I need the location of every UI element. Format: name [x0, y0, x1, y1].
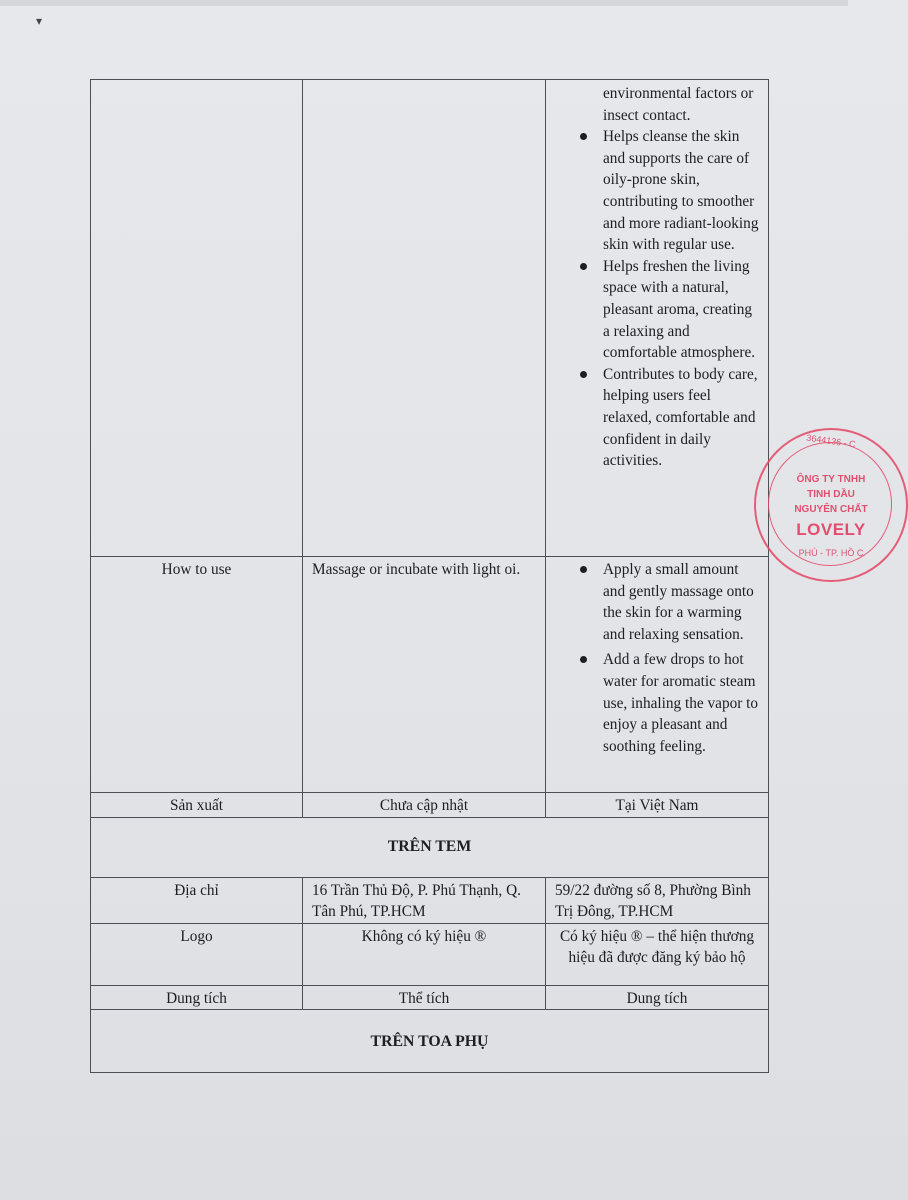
- list-item: Helps freshen the living space with a natural, pleasant aroma, creating a relaxing and comfortable atmosphere.: [546, 256, 760, 364]
- benefits-bullet-list: [546, 126, 768, 472]
- bullet-icon: [580, 566, 587, 573]
- how-to-use-label: How to use: [91, 557, 303, 793]
- stamp-line-2: TINH DẦU: [807, 489, 855, 500]
- dung-tich-label: Dung tích: [91, 985, 303, 1010]
- dia-chi-left: 16 Trần Thủ Độ, P. Phú Thạnh, Q. Tân Phú, TP.HCM: [303, 877, 546, 923]
- stamp-line-3: NGUYÊN CHẤT: [794, 504, 868, 515]
- san-xuat-left: Chưa cập nhật: [303, 793, 546, 818]
- corner-mark: ▾: [36, 14, 43, 28]
- logo-left: Không có ký hiệu ®: [303, 923, 546, 985]
- dia-chi-right: 59/22 đường số 8, Phường Bình Trị Đông, TP.HCM: [546, 877, 769, 923]
- benefits-right-cell: [546, 80, 769, 557]
- table-row-dia-chi: [91, 877, 769, 923]
- comparison-table: [90, 79, 769, 1073]
- table-row-dung-tich: [91, 985, 769, 1010]
- dung-tich-left: Thể tích: [303, 985, 546, 1010]
- how-to-use-right-cell: [546, 557, 769, 793]
- bullet-icon: [580, 263, 587, 270]
- benefits-label-cell: [91, 80, 303, 557]
- how-to-use-bullet-list: [546, 559, 768, 757]
- section-title-tem: TRÊN TEM: [91, 817, 769, 877]
- san-xuat-label: Sản xuất: [91, 793, 303, 818]
- table-row-how-to-use: [91, 557, 769, 793]
- san-xuat-right: Tại Việt Nam: [546, 793, 769, 818]
- table-row-section-tem: [91, 817, 769, 877]
- table-row-san-xuat: [91, 793, 769, 818]
- table-row-logo: [91, 923, 769, 985]
- stamp-bottom-text: PHÚ - TP. HỒ C: [798, 548, 864, 558]
- list-item: Helps cleanse the skin and supports the care of oily-prone skin, contributing to smoother and more radiant-looking skin with regular use.: [546, 126, 760, 256]
- table-row-benefits: [91, 80, 769, 557]
- bullet-icon: [580, 133, 587, 140]
- bullet-icon: [580, 371, 587, 378]
- bullet-icon: [580, 656, 587, 663]
- stamp-brand: LOVELY: [796, 520, 866, 539]
- company-stamp: [754, 428, 908, 582]
- list-item: Contributes to body care, helping users feel relaxed, comfortable and confident in daily activities.: [546, 364, 760, 472]
- page-edge-top: [0, 0, 848, 6]
- section-title-toa-phu: TRÊN TOA PHỤ: [91, 1010, 769, 1073]
- benefits-left-cell: [303, 80, 546, 557]
- table-row-section-toa-phu: [91, 1010, 769, 1073]
- dia-chi-label: Địa chỉ: [91, 877, 303, 923]
- list-item: Apply a small amount and gently massage onto the skin for a warming and relaxing sensation.: [546, 559, 760, 645]
- stamp-top-text: 3644136 - C: [805, 432, 857, 450]
- benefits-continued-text: environmental factors or insect contact.: [603, 85, 754, 124]
- how-to-use-left: Massage or incubate with light oi.: [303, 557, 546, 793]
- logo-right: Có ký hiệu ® – thể hiện thương hiệu đã được đăng ký bảo hộ: [546, 923, 769, 985]
- stamp-line-1: ÔNG TY TNHH: [796, 474, 866, 485]
- dung-tich-right: Dung tích: [546, 985, 769, 1010]
- list-item: Add a few drops to hot water for aromatic steam use, inhaling the vapor to enjoy a pleasant and soothing feeling.: [546, 649, 760, 757]
- logo-label: Logo: [91, 923, 303, 985]
